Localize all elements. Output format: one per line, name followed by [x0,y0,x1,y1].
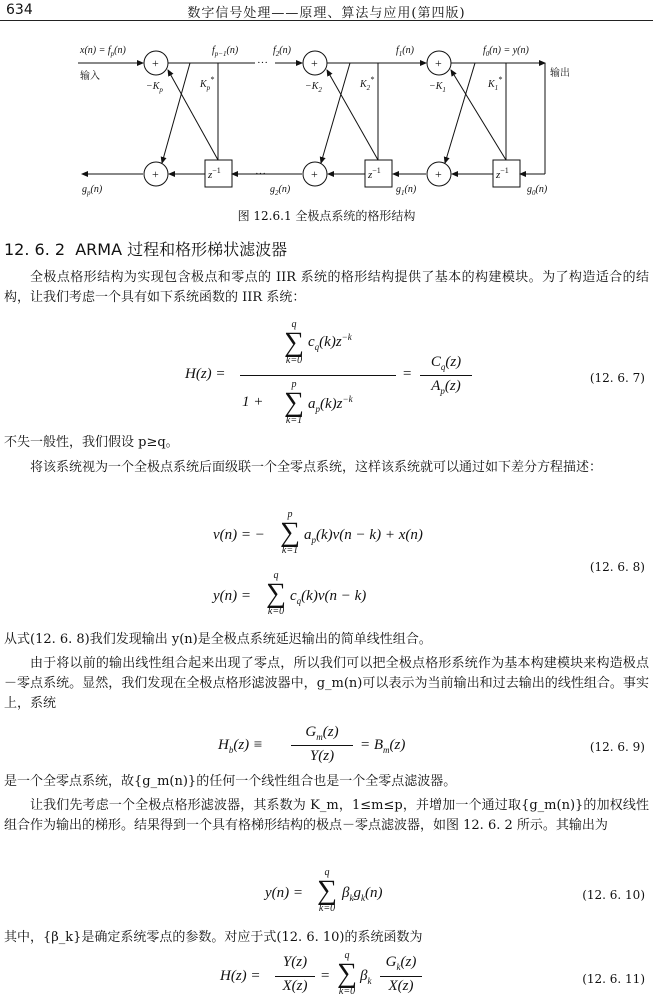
ellipsis-top: ··· [257,57,268,69]
figure-caption: 图 12.6.1 全极点系统的格形结构 [237,209,416,223]
plus-sign: + [152,56,159,70]
section-heading [4,237,287,260]
eq8b-lhs: y(n) = [213,588,252,604]
eq7-equals: = [402,366,413,382]
label-g1: $g_1(n)$ [396,184,417,197]
delay-label: z [496,169,501,181]
page-number: 634 [6,2,33,18]
eq10-number: (12. 6. 10) [582,888,645,902]
plus-sign: + [311,167,318,181]
paragraph-7: 让我们先考虑一个全极点格形滤波器，其系数为 K_m，1≤m≤p，并增加一个通过取{g_m(n)}的加权线性组合作为输出的梯形。结果得到一个具有格梯形结构的极点－零点滤波器，如图 12. 6. 2 所示。其输出为 [4,798,649,833]
running-header [0,0,653,22]
paragraph-5: 由于将以前的输出线性组合起来出现了零点，所以我们可以把全极点格形系统作为基本构建模块来构造极点－零点系统。显然，我们发现在全极点格形滤波器中，g_m(n)可以表示为当前输出和过去输出的线性组合。事实上，系统 [4,656,649,711]
paragraph-1: 全极点格形结构为实现包含极点和零点的 IIR 系统的格形结构提供了基本的构建模块。为了构造适合的结构，让我们考虑一个具有如下系统函数的 IIR 系统： [4,270,649,305]
paragraph-3: 将该系统视为一个全极点系统后面级联一个全零点系统，这样该系统就可以通过如下差分方程描述： [30,460,603,475]
eq7-den-one: 1 + [242,394,264,410]
eq11-bar [275,976,315,977]
eq7-fraction-bar [240,375,396,376]
eq8a-term: $a_p(k)v(n - k) + x(n)$ [304,527,423,545]
paragraph-6: 是一个全零点系统，故{g_m(n)}的任何一个线性组合也是一个全零点滤波器。 [4,774,457,789]
eq11-number: (12. 6. 11) [582,972,645,986]
eq7-rhs-bar [420,375,472,376]
delay-label: z [208,169,213,181]
label-k2-star: $K_2^*$ [360,75,375,92]
label-g0: $g_0(n)$ [527,184,548,197]
eq8b-term: $c_q(k)v(n - k)$ [290,588,367,606]
svg-text:z−1: $z^{-1}$ [368,166,381,181]
label-neg-k1: $-K_1$ [429,81,446,94]
eq9-den: Y(z) [309,748,335,764]
eq7-num-sum: q ∑ k=0 [284,319,304,366]
eq8a-sum: p ∑ k=1 [280,509,300,556]
eq8b-sum: q ∑ k=0 [266,570,286,617]
eq11-frac-den: X(z) [388,978,414,994]
label-neg-kp: $-K_p$ [146,81,163,94]
eq11-term: $\beta_k$ [360,968,372,986]
eq9-number: (12. 6. 9) [589,740,645,754]
delay-label: z [368,169,373,181]
eq7-den-sum: p ∑ k=1 [284,379,304,426]
equation-12-6-9 [0,724,653,770]
plus-sign: + [152,167,159,181]
eq7-rhs-num: $C_q(z)$ [430,354,462,372]
eq11-sum: q ∑ k=0 [337,950,357,997]
running-title: 数字信号处理——原理、算法与应用(第四版) [187,6,466,21]
svg-text:z−1: $z^{-1}$ [208,166,221,181]
label-k1-star: $K_1^*$ [488,75,503,92]
label-x-input: $x(n) = f_p(n)$ [80,45,126,58]
eq9-bar [291,745,353,746]
label-output: 输出 [550,68,570,79]
ellipsis-bottom: ··· [255,168,266,180]
lattice-diagram [0,35,653,203]
paragraph-8: 其中，{β_k}是确定系统零点的参数。对应于式(12. 6. 10)的系统函数为 [4,930,423,945]
label-f-pm1: $f_{p-1}(n)$ [212,45,239,58]
eq11-frac-bar [380,976,422,977]
label-gp: $g_p(n)$ [82,184,103,197]
label-kp-star: $K_p^*$ [200,75,215,92]
eq7-num-term: $c_q(k)z^{-k}$ [308,332,352,352]
label-g2: $g_2(n)$ [270,184,291,197]
eq10-lhs: y(n) = [265,885,304,901]
eq8-number: (12. 6. 8) [589,560,645,574]
label-f2: $f_2(n)$ [273,45,291,58]
header-rule [0,20,653,21]
equation-12-6-11 [0,950,653,1001]
equation-12-6-10 [0,866,653,922]
section-title: ARMA 过程和格形梯状滤波器 [75,240,288,259]
paragraph-2: 不失一般性，我们假设 p≥q。 [4,435,179,450]
plus-sign: + [435,56,442,70]
label-input: 输入 [80,71,100,82]
eq10-term: $\beta_kg_k(n)$ [342,885,383,903]
eq11-num: Y(z) [282,954,308,970]
eq8a-lhs: v(n) = − [213,527,265,543]
paragraph-4: 从式(12. 6. 8)我们发现输出 y(n)是全极点系统延迟输出的简单线性组合。 [4,632,432,647]
plus-sign: + [311,56,318,70]
eq11-den: X(z) [282,978,308,994]
label-neg-k2: $-K_2$ [305,81,322,94]
eq7-rhs-den: $A_p(z)$ [431,378,461,396]
label-f1: $f_1(n)$ [396,45,414,58]
plus-sign: + [435,167,442,181]
eq11-frac-num: $G_k(z)$ [385,954,417,972]
eq9-rhs: = $B_m(z)$ [360,737,406,755]
eq9-lhs: $H_b(z)$ ≡ [218,737,264,755]
eq9-num: $G_m(z)$ [305,724,339,742]
equation-12-6-8 [0,510,653,620]
eq7-den-term: $a_p(k)z^{-k}$ [308,394,353,414]
label-f0-y: $f_0(n) = y(n)$ [483,45,529,58]
eq7-number: (12. 6. 7) [589,371,645,385]
eq7-lhs: H(z) = [185,366,226,382]
equation-12-6-7 [0,318,653,428]
section-number: 12. 6. 2 [4,240,66,259]
eq11-lhs: H(z) = [220,968,261,984]
svg-text:z−1: $z^{-1}$ [496,166,509,181]
eq11-equals: = [320,968,331,984]
eq10-sum: q ∑ k=0 [317,867,337,914]
